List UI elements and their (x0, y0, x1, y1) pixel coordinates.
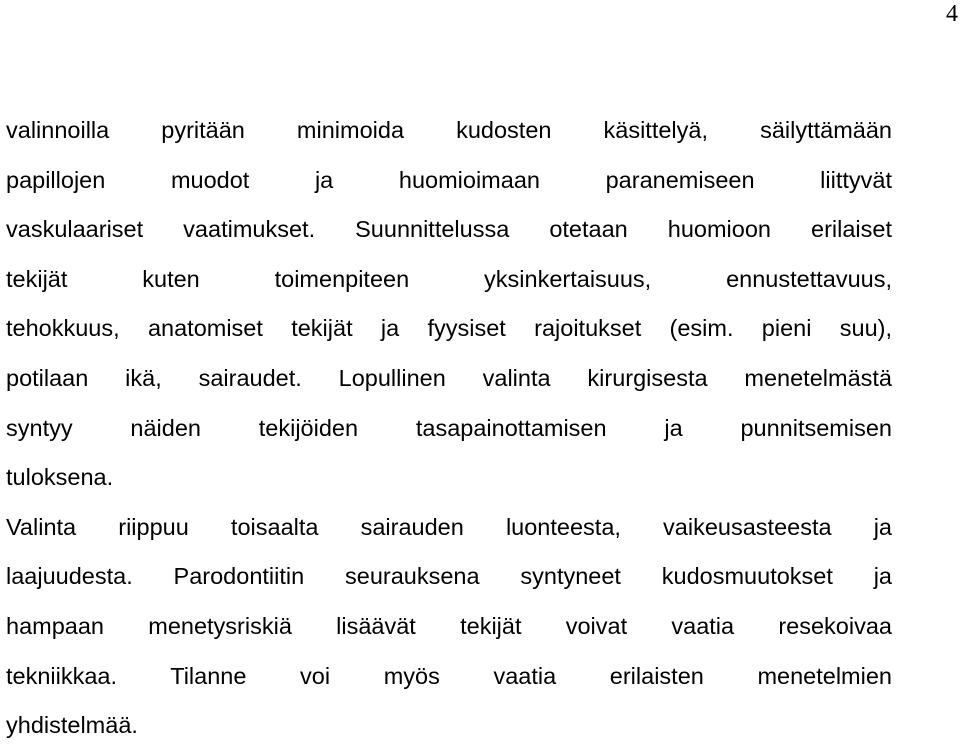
text-line: tekijät kuten toimenpiteen yksinkertaisuus, ennustettavuus, (6, 265, 892, 292)
text-line: Valinta riippuu toisaalta sairauden luonteesta, vaikeusasteesta ja (6, 513, 892, 540)
text-line: valinnoilla pyritään minimoida kudosten käsittelyä, säilyttämään (6, 117, 892, 143)
text-line: tehokkuus, anatomiset tekijät ja fyysiset rajoitukset (esim. pieni suu), (6, 315, 892, 342)
text-line: tuloksena. (6, 464, 114, 491)
text-line: papillojen muodot ja huomioimaan paranemiseen liittyvät (6, 166, 892, 193)
text-line: vaskulaariset vaatimukset. Suunnittelussa otetaan huomioon erilaiset (6, 216, 892, 243)
text-line: tekniikkaa. Tilanne voi myös vaatia erilaisten menetelmien (6, 662, 892, 689)
text-line: yhdistelmää. (6, 712, 138, 739)
text-line: hampaan menetysriskiä lisäävät tekijät voivat vaatia resekoivaa (6, 612, 892, 639)
page-number: 4 (946, 1, 958, 27)
document-body (6, 106, 892, 751)
text-line: syntyy näiden tekijöiden tasapainottamisen ja punnitsemisen (6, 414, 892, 441)
text-line: potilaan ikä, sairaudet. Lopullinen valinta kirurgisesta menetelmästä (6, 364, 892, 391)
text-line: laajuudesta. Parodontiitin seurauksena syntyneet kudosmuutokset ja (6, 563, 892, 590)
